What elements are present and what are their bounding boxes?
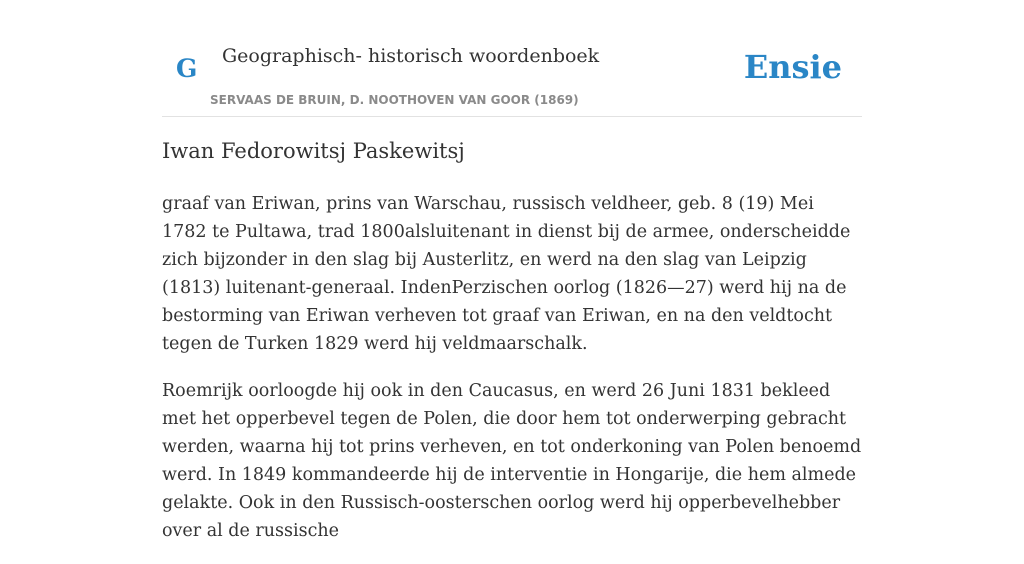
article-title: Iwan Fedorowitsj Paskewitsj [162,139,465,163]
book-logo[interactable]: G [176,54,198,83]
article-body [162,190,862,564]
book-author: SERVAAS DE BRUIN, D. NOOTHOVEN VAN GOOR (1869) [210,93,579,107]
article-paragraph: Roemrijk oorloogde hij ook in den Caucasus, en werd 26 Juni 1831 bekleed met het opperbevel tegen de Polen, die door hem tot onderwerping gebracht werden, waarna hij tot prins verheven, en tot onderkoning van Polen benoemd werd. In 1849 kommandeerde hij de interventie in Hongarije, die hem almede gelakte. Ook in den Russisch-oosterschen oorlog werd hij opperbevelhebber over al de russische [162,381,862,541]
site-header [162,0,862,117]
book-title[interactable]: Geographisch- historisch woordenboek [222,45,600,67]
ensie-logo[interactable]: Ensie [743,48,842,86]
article-paragraph: graaf van Eriwan, prins van Warschau, russisch veldheer, geb. 8 (19) Mei 1782 te Pultawa, trad 1800alsluitenant in dienst bij de armee, onderscheidde zich bijzonder in den slag bij Austerlitz, en werd na den slag van Leipzig (1813) luitenant-generaal. IndenPerzischen oorlog (1826—27) werd hij na de bestorming van Eriwan verheven tot graaf van Eriwan, en na den veldtocht tegen de Turken 1829 werd hij veldmaarschalk. [162,194,851,354]
